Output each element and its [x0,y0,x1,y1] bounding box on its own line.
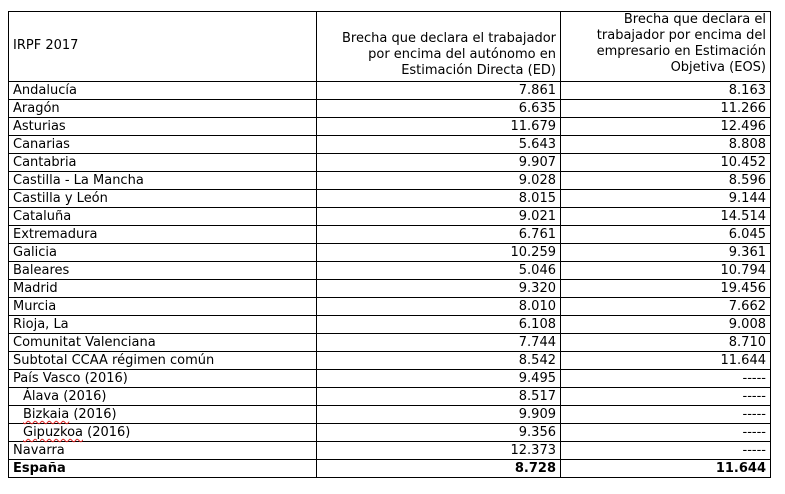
region-cell [9,424,317,442]
table-row [9,100,771,118]
region-cell: Castilla - La Mancha [9,172,317,190]
region-cell: País Vasco (2016) [9,370,317,388]
ed-value-cell: 5.643 [317,136,561,154]
region-year-suffix: (2016) [69,407,117,422]
region-cell: Andalucía [9,82,317,100]
region-cell: Álava (2016) [9,388,317,406]
eos-value-cell: ----- [561,406,771,424]
region-name-misspelled: Gipuzkoa [23,425,83,440]
eos-value-cell: 9.361 [561,244,771,262]
region-cell: Navarra [9,442,317,460]
region-cell: Cataluña [9,208,317,226]
irpf-brecha-table [8,11,771,478]
eos-value-cell: 12.496 [561,118,771,136]
ed-value-cell: 7.744 [317,334,561,352]
region-cell: Canarias [9,136,317,154]
table-row [9,172,771,190]
table-row [9,298,771,316]
ed-value-cell: 8.728 [317,460,561,478]
ed-value-cell: 10.259 [317,244,561,262]
table-row [9,262,771,280]
ed-value-cell: 9.320 [317,280,561,298]
ed-value-cell: 6.108 [317,316,561,334]
ed-value-cell: 8.542 [317,352,561,370]
header-irpf-year: IRPF 2017 [9,12,317,82]
table-row [9,136,771,154]
region-cell: Aragón [9,100,317,118]
eos-value-cell: 8.808 [561,136,771,154]
eos-value-cell: 8.710 [561,334,771,352]
region-cell: Extremadura [9,226,317,244]
eos-value-cell: 8.596 [561,172,771,190]
eos-value-cell: 7.662 [561,298,771,316]
table-row [9,82,771,100]
table-row [9,226,771,244]
table-row [9,370,771,388]
ed-value-cell: 8.010 [317,298,561,316]
eos-value-cell: 9.144 [561,190,771,208]
ed-value-cell: 12.373 [317,442,561,460]
region-cell: Rioja, La [9,316,317,334]
eos-value-cell: 19.456 [561,280,771,298]
ed-value-cell: 9.021 [317,208,561,226]
eos-value-cell: ----- [561,424,771,442]
eos-value-cell: 10.452 [561,154,771,172]
region-cell: Madrid [9,280,317,298]
ed-value-cell: 9.028 [317,172,561,190]
ed-value-cell: 8.517 [317,388,561,406]
ed-value-cell: 9.907 [317,154,561,172]
region-year-suffix: (2016) [83,425,131,440]
total-row [9,460,771,478]
region-name-misspelled: Bizkaia [23,407,70,422]
eos-value-cell: 10.794 [561,262,771,280]
region-cell: Asturias [9,118,317,136]
table-row [9,316,771,334]
table-row [9,442,771,460]
ed-value-cell: 6.635 [317,100,561,118]
eos-value-cell: 11.266 [561,100,771,118]
ed-value-cell: 9.495 [317,370,561,388]
eos-value-cell: 11.644 [561,352,771,370]
table-row [9,424,771,442]
ed-value-cell: 9.909 [317,406,561,424]
eos-value-cell: 14.514 [561,208,771,226]
ed-value-cell: 9.356 [317,424,561,442]
region-cell: Comunitat Valenciana [9,334,317,352]
ed-value-cell: 7.861 [317,82,561,100]
table-row [9,406,771,424]
eos-value-cell: ----- [561,388,771,406]
region-cell: Galicia [9,244,317,262]
table-row [9,244,771,262]
table-row [9,208,771,226]
region-cell: Murcia [9,298,317,316]
region-cell: Subtotal CCAA régimen común [9,352,317,370]
table-row [9,334,771,352]
header-brecha-ed: Brecha que declara el trabajador por encima del autónomo en Estimación Directa (ED) [317,12,561,82]
eos-value-cell: 8.163 [561,82,771,100]
table-header-row [9,12,771,82]
ed-value-cell: 8.015 [317,190,561,208]
eos-value-cell: ----- [561,370,771,388]
subtotal-row [9,352,771,370]
table-row [9,280,771,298]
ed-value-cell: 11.679 [317,118,561,136]
eos-value-cell: ----- [561,442,771,460]
eos-value-cell: 9.008 [561,316,771,334]
region-cell: Castilla y León [9,190,317,208]
table-row [9,190,771,208]
region-cell: España [9,460,317,478]
header-brecha-eos: Brecha que declara el trabajador por encima del empresario en Estimación Objetiva (EOS) [561,12,771,82]
region-cell: Baleares [9,262,317,280]
eos-value-cell: 6.045 [561,226,771,244]
table-row [9,388,771,406]
ed-value-cell: 5.046 [317,262,561,280]
eos-value-cell: 11.644 [561,460,771,478]
table-row [9,118,771,136]
region-cell: Cantabria [9,154,317,172]
ed-value-cell: 6.761 [317,226,561,244]
table-row [9,154,771,172]
region-cell [9,406,317,424]
